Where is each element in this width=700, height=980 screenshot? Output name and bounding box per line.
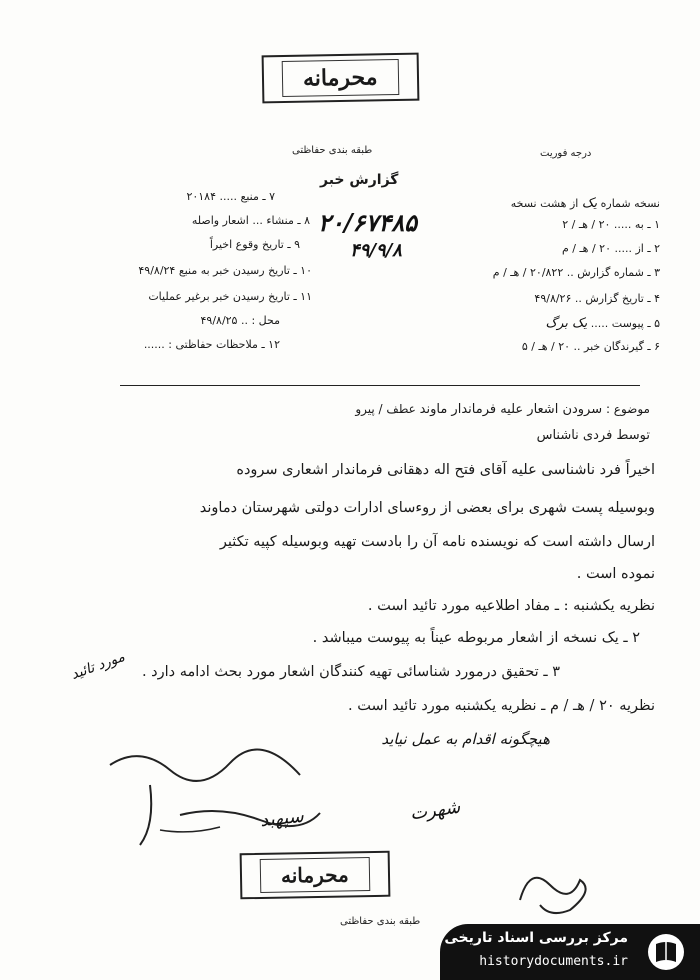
bottom-classification-stamp: [240, 851, 391, 900]
signature-right: شهرت: [408, 796, 462, 825]
stamp-text: محرمانه: [260, 857, 370, 893]
body-line: وبوسیله پست شهری برای بعضی از روءسای ادارات دولتی شهرستان دماوند: [199, 500, 655, 516]
field-source: ۷ ـ منبع ..... ۲۰۱۸۴: [186, 190, 275, 203]
urgency-label: درجه فوریت: [540, 148, 592, 159]
field-recipients: ۶ ـ گیرندگان خبر .. ۲۰ / هـ / ۵: [521, 340, 660, 353]
archive-name: مرکز بررسی اسناد تاریخی: [444, 930, 628, 946]
classification-label: طبقه بندی حفاظتی: [292, 145, 373, 156]
field-security-notes: ۱۲ ـ ملاحظات حفاظتی : ......: [143, 338, 280, 351]
opinion-line: ۲ ـ یک نسخه از اشعار مربوطه عیناً به پیوست میباشد .: [312, 630, 640, 646]
archive-logo-icon: [646, 932, 686, 972]
header-divider: [120, 385, 640, 386]
opinion-line: ۳ ـ تحقیق درمورد شناسائی تهیه کنندگان اشعار مورد بحث ادامه دارد .: [141, 664, 560, 680]
field-attachment: ۵ ـ پیوست ..... یک برگ: [545, 316, 660, 331]
field-from: ۲ ـ از ..... ۲۰ / هـ / م: [561, 242, 660, 255]
signature-left: سپهبد: [259, 805, 305, 832]
field-report-date: ۴ ـ تاریخ گزارش .. ۴۹/۸/۲۶: [534, 292, 660, 305]
signature-scribble-icon: [100, 735, 340, 855]
by-line: توسط فردی ناشناس: [536, 428, 650, 443]
opinion-line: نظریه ۲۰ / هـ / م ـ نظریه یکشنبه مورد تائید است .: [348, 698, 655, 714]
stamp-text: محرمانه: [282, 59, 399, 97]
field-occurrence-date: ۹ ـ تاریخ وقوع اخیراً: [209, 238, 300, 251]
scribble-icon: [510, 860, 600, 920]
registration-date: ۴۹/۹/۸: [350, 240, 402, 261]
field-to: ۱ ـ به ..... ۲۰ / هـ / ۲: [562, 218, 660, 231]
report-title: گزارش خبر: [320, 172, 399, 188]
top-classification-stamp: [262, 53, 419, 104]
bottom-classification-label: طبقه بندی حفاظتی: [340, 916, 421, 927]
archive-url: historydocuments.ir: [479, 954, 628, 969]
body-line: ارسال داشته است که نویسنده نامه آن را بادست تهیه وبوسیله کپیه تکثیر: [219, 534, 655, 550]
field-ops-date: ۱۱ ـ تاریخ رسیدن خبر برغیر عملیات: [148, 290, 312, 303]
field-report-number: ۳ ـ شماره گزارش .. ۲۰/۸۲۲ / هـ / م: [492, 266, 660, 279]
margin-note: مورد تائید: [68, 648, 127, 684]
handwritten-note: هیچگونه اقدام به عمل نیاید: [381, 730, 550, 748]
field-received-date: ۱۰ ـ تاریخ رسیدن خبر به منبع ۴۹/۸/۲۴: [138, 264, 312, 277]
body-line: نموده است .: [576, 566, 655, 582]
opinion-line: نظریه یکشنبه : ـ مفاد اطلاعیه مورد تائید است .: [367, 598, 655, 614]
registration-number: ۲۰/۶۷۴۸۵: [318, 208, 417, 237]
subject-line: موضوع : سرودن اشعار علیه فرماندار ماوند عطف / پیرو: [355, 402, 650, 417]
field-copy: نسخه شماره یک از هشت نسخه: [510, 196, 660, 211]
archive-footer: [440, 924, 700, 980]
field-place: محل : .. ۴۹/۸/۲۵: [200, 314, 280, 327]
field-origin: ۸ ـ منشاء ... اشعار واصله: [191, 214, 310, 227]
body-line: اخیراً فرد ناشناسی علیه آقای فتح اله دهقانی فرماندار اشعاری سروده: [236, 462, 655, 478]
